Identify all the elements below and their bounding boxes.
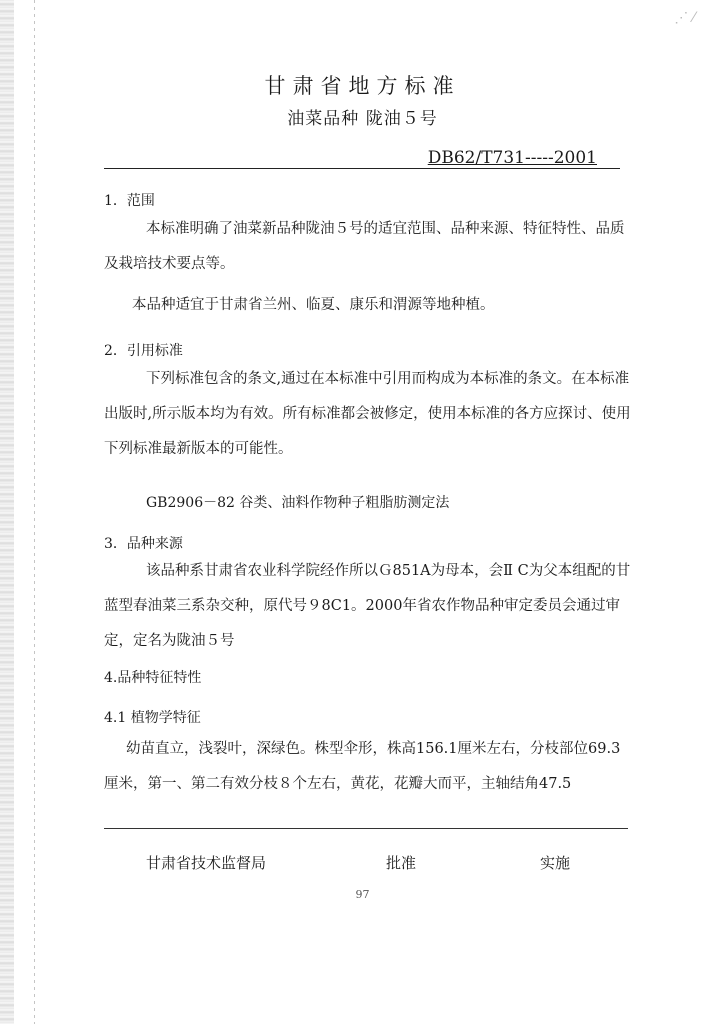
section-1-heading: 1．范围 [104,193,155,209]
section-2-heading: 2．引用标准 [104,343,183,359]
section-1-paragraph-1 [104,212,632,282]
footer-implement: 实施 [540,854,571,872]
document-subtitle: 油菜品种 陇油５号 [287,109,438,129]
scan-corner-mark: ⋰ ⁄ [674,10,695,26]
section-4-1-heading: 4.1 植物学特征 [104,710,201,726]
scan-edge-shadow [0,0,14,1024]
section-2-paragraph-1 [104,362,632,467]
section-4-heading: 4.品种特征特性 [104,670,202,686]
section-1-paragraph-2-text: 本品种适宜于甘肃省兰州、临夏、康乐和渭源等地种植。 [132,297,495,313]
footer-rule [104,828,628,829]
document-title: 甘肃省地方标准 [264,74,461,98]
section-3-heading: 3．品种来源 [104,536,183,552]
section-1-paragraph-1-text: 本标准明确了油菜新品种陇油５号的适宜范围、品种来源、特征特性、品质及栽培技术要点等。 [104,221,625,272]
footer-approve: 批准 [386,854,417,872]
page-number: 97 [355,888,370,901]
section-1-paragraph-2 [104,288,632,323]
section-2-paragraph-1-text: 下列标准包含的条文,通过在本标准中引用而构成为本标准的条文。在本标准出版时,所示版本均为有效。所有标准都会被修定，使用本标准的各方应探讨、使用下列标准最新版本的可能性。 [104,371,631,457]
section-3-paragraph-1 [104,554,632,659]
standard-code: DB62/T731-----2001 [427,148,597,168]
header-rule [104,168,620,169]
section-3-paragraph-1-text: 该品种系甘肃省农业科学院经作所以Ｇ851A为母本，会Ⅱ C为父本组配的甘蓝型春油菜三系杂交种，原代号９8C1。2000年省农作物品种审定委员会通过审定，定名为陇油５号 [104,563,631,649]
section-4-1-paragraph-1 [104,732,632,802]
section-4-1-paragraph-1-text: 幼苗直立，浅裂叶，深绿色。株型伞形，株高156.1厘米左右，分枝部位69.3厘米，第一、第二有效分枝８个左右，黄花，花瓣大而平，主轴结角47.5 [104,741,621,792]
scan-edge-line [34,0,35,1024]
footer-issuer: 甘肃省技术监督局 [146,854,267,872]
referenced-standard: GB2906－82 谷类、油料作物种子粗脂肪测定法 [146,495,450,511]
